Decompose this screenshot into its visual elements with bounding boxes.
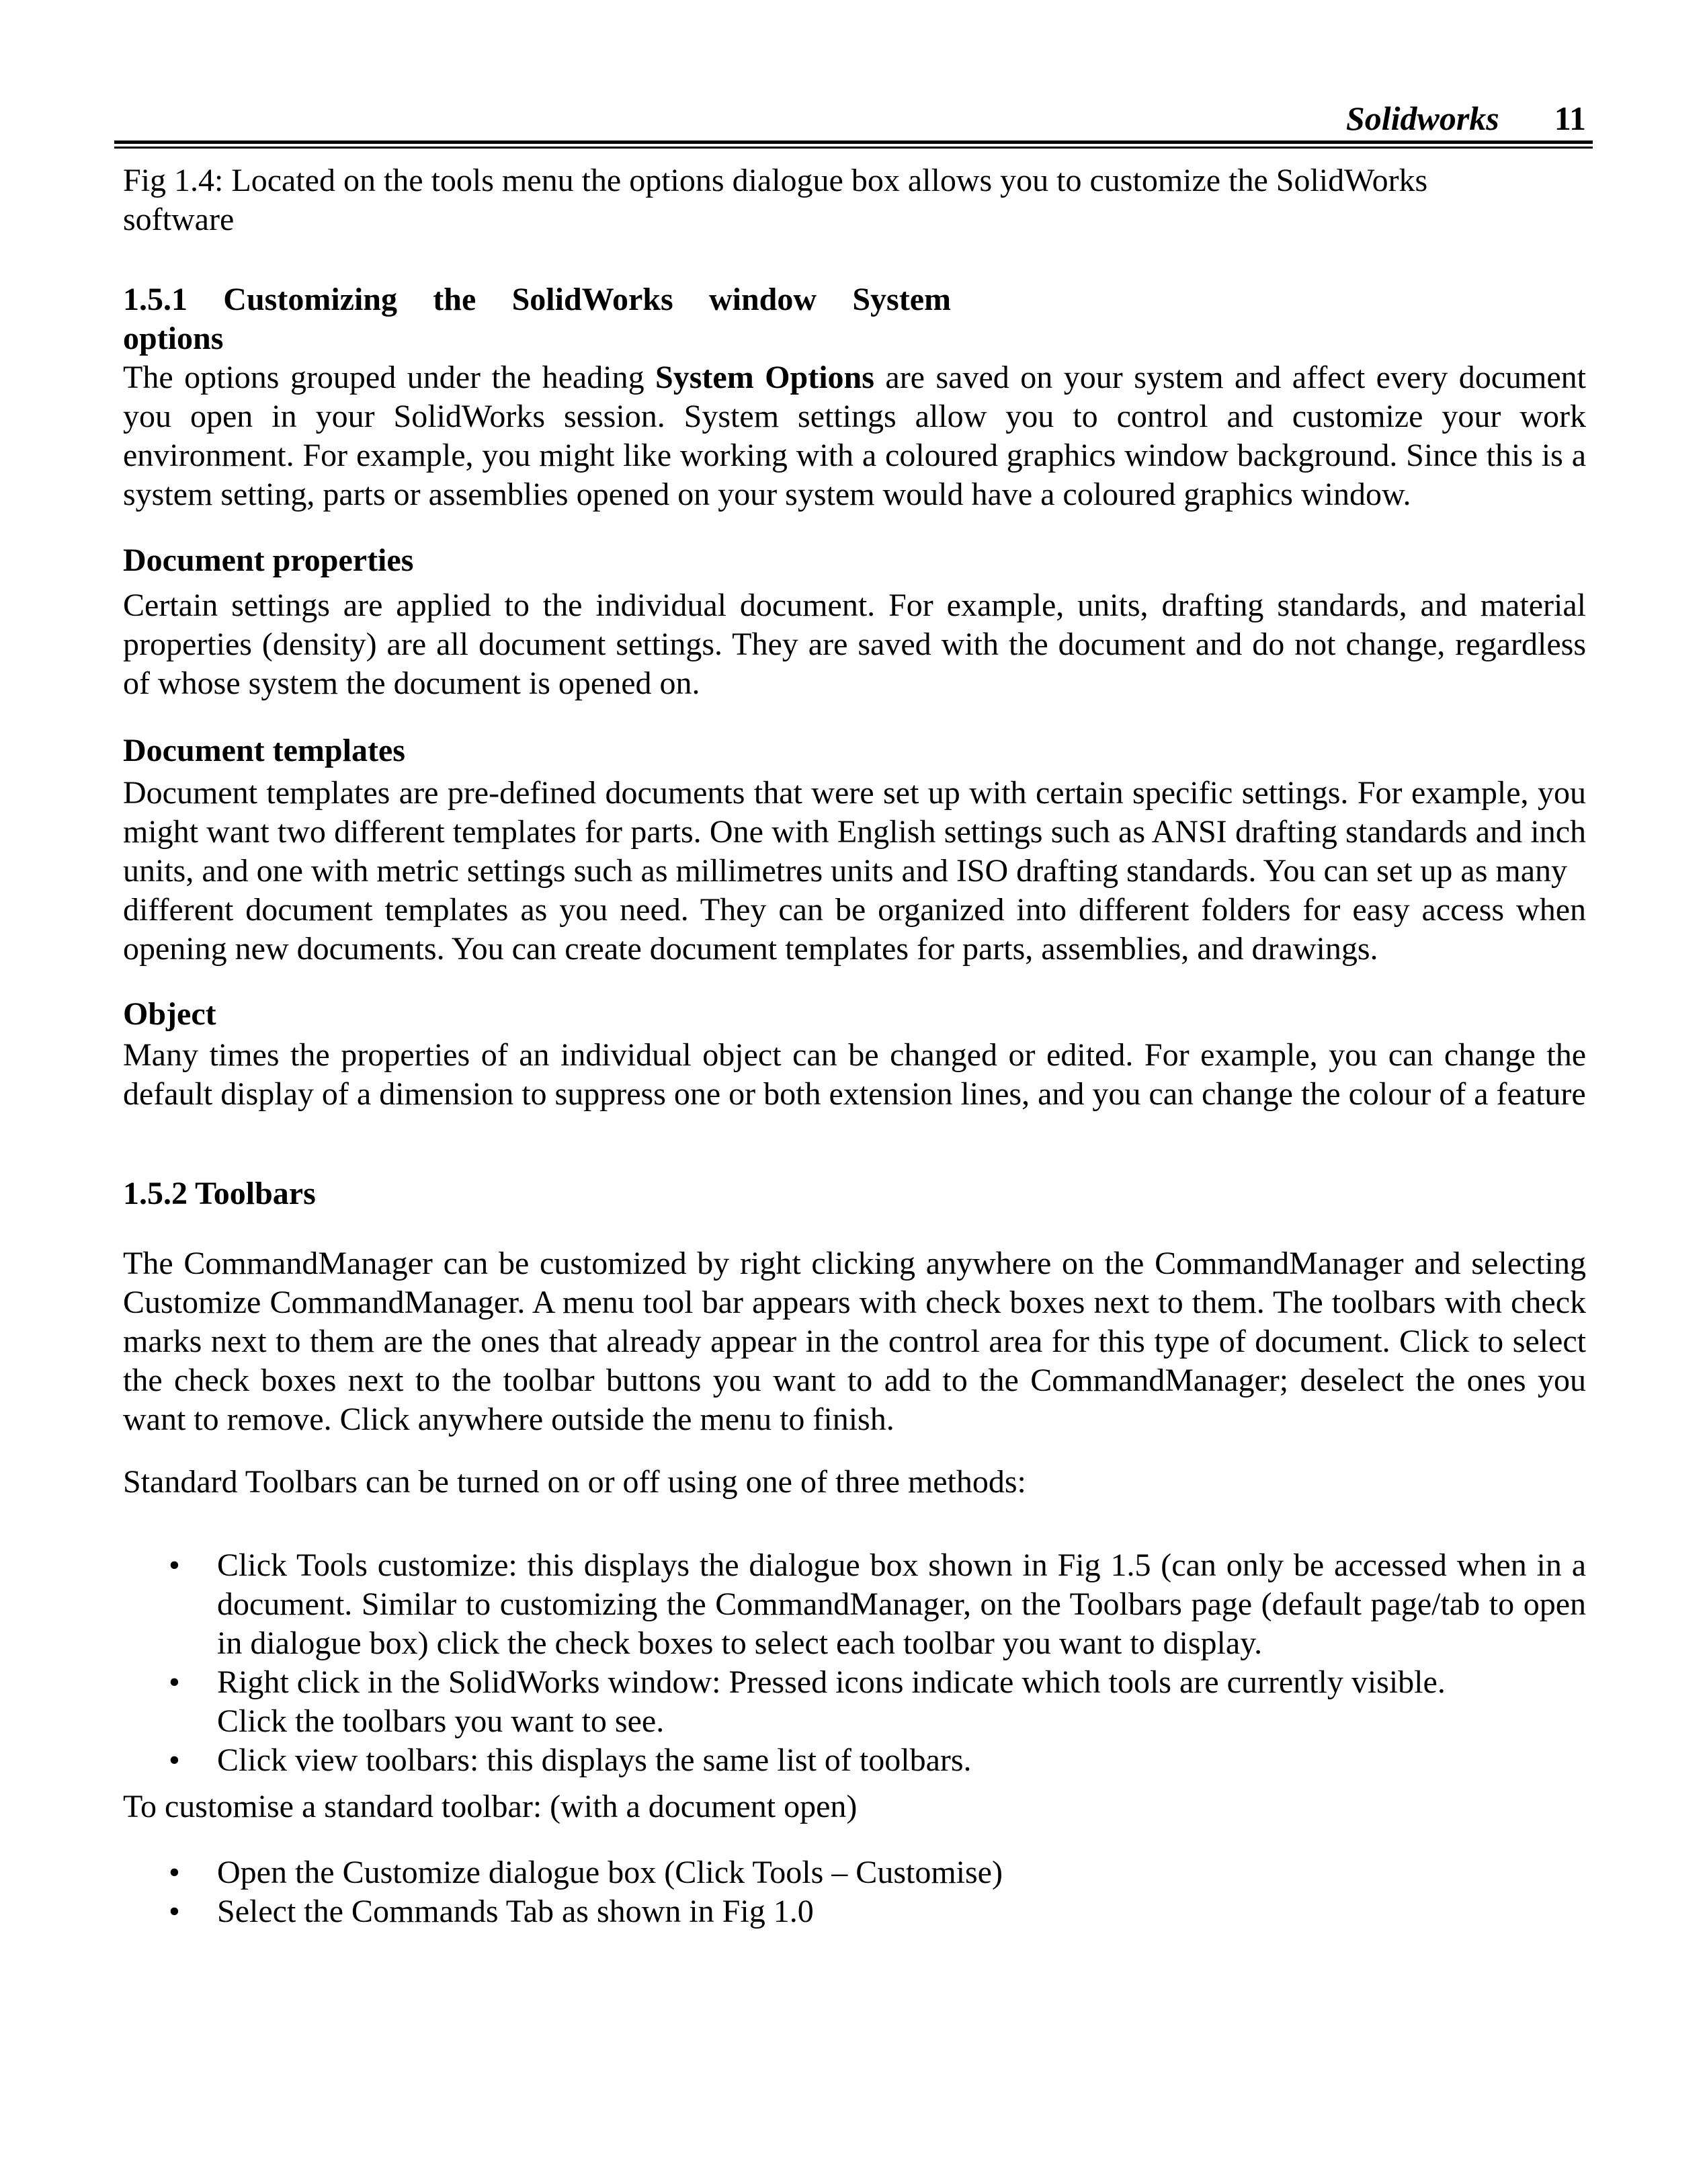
page-header (123, 98, 1586, 138)
header-rule (114, 140, 1593, 149)
paragraph-document-templates-part1: Document templates are pre-defined documents that were set up with certain specific settings. For example, you might want two different templates for parts. One with English settings such as ANSI drafting standards and inch units, and one with metric settings such as millimetres units and ISO drafting standards. You can set up as many (123, 775, 1586, 889)
paragraph-standard-toolbars-intro: Standard Toolbars can be turned on or off using one of three methods: (123, 1464, 1026, 1500)
bullet-icon: • (169, 1742, 180, 1778)
list-item (169, 1853, 1586, 1892)
method-right-click-line1: Right click in the SolidWorks window: Pressed icons indicate which tools are currently visible. (217, 1664, 1446, 1700)
paragraph-commandmanager: The CommandManager can be customized by right clicking anywhere on the CommandManager and selecting Customize CommandManager. A menu tool bar appears with check boxes next to them. The toolbars with check marks next to them are the ones that already appear in the control area for this type of document. Click to select the check boxes next to the toolbar buttons you want to add to the CommandManager; deselect the ones you want to remove. Click anywhere outside the menu to finish. (123, 1246, 1586, 1437)
list-item (169, 1663, 1586, 1741)
section-heading-1-5-1 (123, 280, 951, 358)
heading-document-properties: Document properties (123, 542, 414, 578)
paragraph-system-options-rest: are saved on your system and affect every document you open in your SolidWorks session. System settings allow you to control and customize your work environment. For example, you might like working with a coloured graphics window background. Since this is a system setting, parts or assemblies opened on your system would have a coloured graphics window. (123, 360, 1586, 512)
step-open-customize-dialogue: Open the Customize dialogue box (Click Tools – Customise) (217, 1855, 1003, 1890)
figure-caption (123, 161, 1586, 239)
method-click-tools-customize: Click Tools customize: this displays the dialogue box shown in Fig 1.5 (can only be accessed when in a document. Similar to customizing the CommandManager, on the Toolbars page (default page/tab to open in dialogue box) click the check boxes to select each toolbar you want to display. (217, 1547, 1586, 1661)
figure-caption-line1: Fig 1.4: Located on the tools menu the options dialogue box allows you to customize the SolidWorks (123, 163, 1428, 198)
paragraph-system-options-lead: The options grouped under the heading (123, 360, 656, 395)
paragraph-object: Many times the properties of an individual object can be changed or edited. For example, you can change the default display of a dimension to suppress one or both extension lines, and you can change the colour of a feature (123, 1037, 1586, 1112)
bullet-icon: • (169, 1894, 180, 1929)
book-title: Solidworks (1345, 99, 1499, 137)
toolbar-methods-list (123, 1546, 1586, 1780)
paragraph-document-properties: Certain settings are applied to the individual document. For example, units, drafting standards, and material properties (density) are all document settings. They are saved with the document and do not change, regardless of whose system the document is opened on. (123, 588, 1586, 701)
heading-document-templates: Document templates (123, 733, 405, 768)
bullet-icon: • (169, 1664, 180, 1700)
customise-steps-list (123, 1853, 1586, 1931)
paragraph-customise-intro: To customise a standard toolbar: (with a document open) (123, 1789, 858, 1824)
figure-caption-line2: software (123, 202, 235, 237)
list-item (169, 1741, 1586, 1780)
paragraph-system-options (123, 358, 1586, 514)
bullet-icon: • (169, 1855, 180, 1890)
method-right-click-line2: Click the toolbars you want to see. (217, 1703, 665, 1739)
system-options-bold-term: System Options (655, 360, 874, 395)
page-number: 11 (1554, 99, 1586, 137)
list-item (169, 1892, 1586, 1931)
method-click-view-toolbars: Click view toolbars: this displays the same list of toolbars. (217, 1742, 972, 1778)
section-heading-1-5-2: 1.5.2 Toolbars (123, 1176, 316, 1211)
bullet-icon: • (169, 1547, 180, 1583)
section-heading-1-5-1-line2: options (123, 321, 224, 356)
section-heading-1-5-1-line1: 1.5.1 Customizing the SolidWorks window System (123, 282, 951, 317)
heading-object: Object (123, 996, 216, 1032)
list-item (169, 1546, 1586, 1663)
step-select-commands-tab: Select the Commands Tab as shown in Fig 1.0 (217, 1894, 814, 1929)
paragraph-document-templates-part2: different document templates as you need. They can be organized into different folders for easy access when opening new documents. You can create document templates for parts, assemblies, and drawings. (123, 892, 1586, 967)
